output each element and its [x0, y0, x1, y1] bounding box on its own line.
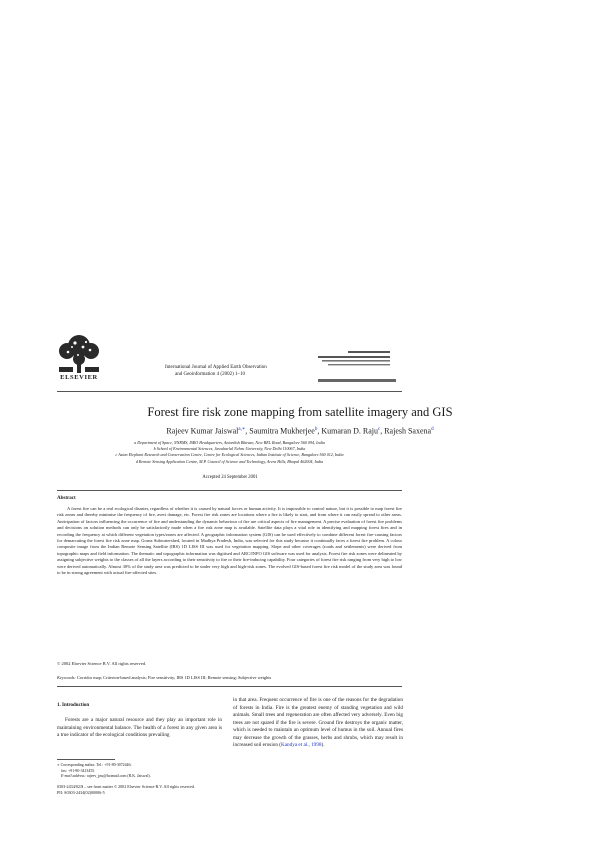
author-list: Rajeev Kumar Jaiswal$^{a,∗}$, Saumitra Mukherjee$^b$, Kumaran D. Raju$^c$, Rajesh Saxena$^d$: [166, 426, 434, 436]
footnote-email-line: [57, 774, 227, 780]
issn-block: [57, 784, 195, 796]
footnote-rule: [57, 759, 115, 760]
publisher-wordmark: ELSEVIER: [60, 374, 98, 381]
pii-line: PII: S0303-2434(02)00006-5: [57, 790, 105, 795]
header-rule: [57, 391, 402, 392]
intro-left-column: Forests are a major natural resource and they play an important role in maintaining environmental balance. The health of a forest in any given area is a true indicator of the ecological conditions prevailing: [57, 717, 222, 738]
intro-right-end: ).: [321, 742, 325, 748]
copyright-notice: © 2002 Elsevier Science B.V. All rights reserved.: [57, 661, 147, 666]
intro-right-text: in that area. Frequent occurrence of fire is one of the reasons for the degradation of forests in India. Fire is the greatest enemy of standing vegetation and wild animals. Small trees and regeneration are often affected very adversely. Even big trees are not spared if the fire is severe. Ground fire destroys the organic matter, which is needed to maintain an optimum level of humus in the soil. Annual fires may decrease the growth of the grasses, herbs and shrubs, which may result in increased soil erosion (: [233, 697, 403, 748]
affiliation: d Remote Sensing Application Centre, M.P. Council of Science and Technology, Arera Hills, Bhopal 462004, India: [135, 458, 324, 464]
intro-right-column: [233, 697, 403, 750]
accepted-date: Accepted 24 September 2001: [202, 475, 258, 480]
author-affil-mark[interactable]: b: [314, 427, 318, 432]
elsevier-tree-logo: [57, 333, 101, 373]
affiliations: [57, 440, 402, 465]
email-address[interactable]: rajeev_jnu@hotmail.com (R.K. Jaiswal).: [86, 774, 151, 779]
citation-link[interactable]: Kandya et al., 1998: [280, 742, 322, 748]
affiliation: b School of Environmental Sciences, Jawaharlal Nehru University, New Delhi 110067, India: [153, 446, 306, 452]
paper-title: Forest fire risk zone mapping from satellite imagery and GIS: [147, 405, 453, 419]
author-affil-mark[interactable]: d: [431, 427, 434, 432]
journal-logo: [318, 351, 392, 369]
keywords-line: [57, 675, 402, 680]
abstract-bottom-rule: [57, 686, 402, 687]
affiliation: c Asian Elephant Research and Conservation Centre, Centre for Ecological Sciences, Indian Institute of Science, Bangalore 560 012, India: [115, 452, 344, 458]
footnote-corresponding: ∗ Corresponding author. Tel.: +91-80-3072446;: [57, 763, 132, 767]
keywords-label: Keywords:: [57, 675, 76, 680]
email-label: E-mail address:: [61, 774, 86, 779]
author-name: Rajeev Kumar Jaiswal: [166, 426, 239, 436]
author-name: Saumitra Mukherjee: [249, 426, 315, 436]
journal-url-mark: [318, 378, 396, 385]
affiliation: a Department of Space, NNRMS, ISRO Headquarters, Antariksh Bhavan, New BEL Road, Bangalore 560 094, India: [134, 440, 325, 445]
abstract-heading: Abstract: [57, 496, 76, 501]
footnote: [57, 763, 227, 780]
section-heading: 1. Introduction: [57, 703, 90, 708]
journal-volume: and Geoinformation 4 (2002) 1–10: [175, 372, 245, 377]
abstract-text: A forest fire can be a real ecological disaster, regardless of whether it is caused by natural forces or human activity. It is impossible to control nature, but it is possible to map forest fire risk zones and thereby minimise the frequency of fire, avert damage, etc. Forest fire risk zones are locations where a fire is likely to start, and from where it can easily spread to other areas. Anticipation of factors influencing the occurrence of fire and understanding the dynamic behaviour of fire are critical aspects of fire management. A precise evaluation of forest fire problems and decisions on solution methods can only be satisfactorily made when a fire risk zone map is available. Satellite data plays a vital role in identifying and mapping forest fires and in recording the frequency at which different vegetation types/zones are affected. A geographic information system (GIS) can be used effectively to combine different forest fire-causing factors for demarcating the forest fire risk zone map. Gorna Subwatershed, located in Madhya Pradesh, India, was selected for this study because it continually faces a forest fire problem. A colour composite image from the Indian Remote Sensing Satellite (IRS) 1D LISS III was used for vegetation mapping. Slope and other coverages (roads and settlements) were derived from topographic maps and field information. The thematic and topographic information was digitised and ARC/INFO GIS software was used for analysis. Forest fire risk zones were delineated by assigning subjective weights to the classes of all the layers according to their sensitivity to fire or their fire-inducing capability. Four categories of forest fire risk ranging from very high to low were derived automatically. Almost 30% of the study area was predicted to be under very high and high-risk zones. The evolved GIS-based forest fire risk model of the study area was found to be in strong agreement with actual fire-affected sites.: [57, 506, 402, 576]
footnote-fax: fax: +91-80-3413455.: [61, 768, 96, 773]
issn-line: 0303-2434/02/$ – see front matter © 2002 Elsevier Science B.V. All rights reserved.: [57, 784, 195, 789]
journal-name: International Journal of Applied Earth Observation: [165, 365, 267, 370]
keywords-list: Corridor map; Criterion-based analysis; Fire sensitivity; IRS 1D LISS III; Remote sensing; Subjective weights: [76, 675, 272, 680]
author-name: Kumaran D. Raju: [321, 426, 378, 436]
author-name: Rajesh Saxena: [384, 426, 432, 436]
author-affil-mark[interactable]: c: [377, 427, 381, 432]
abstract-top-rule: [57, 490, 402, 491]
author-affil-mark[interactable]: a,∗: [238, 427, 246, 432]
